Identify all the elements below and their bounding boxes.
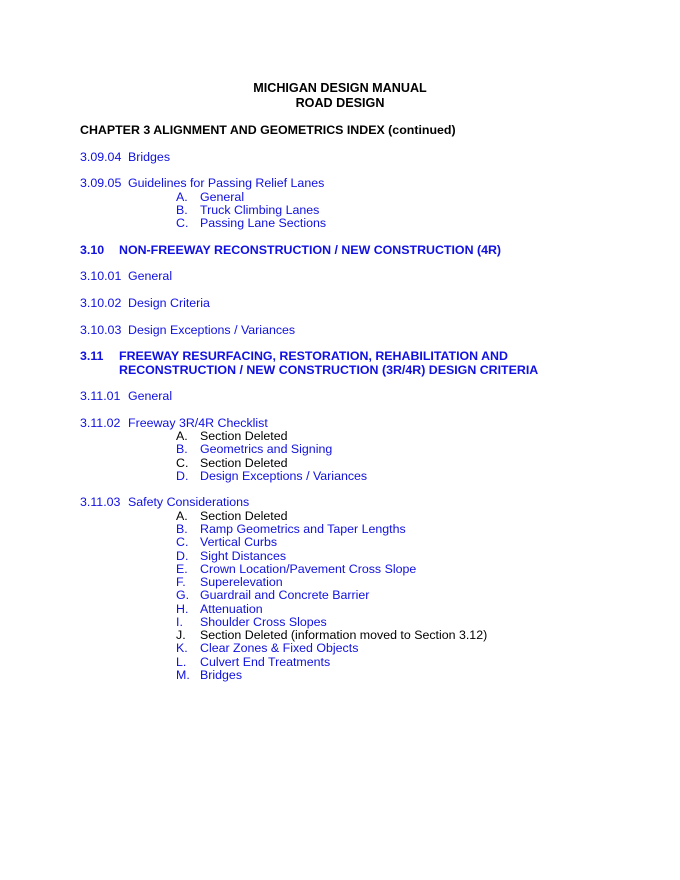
subsection-letter: B. (176, 522, 188, 536)
subsection-title: Section Deleted (200, 456, 288, 470)
toc-link-3-11-03-h[interactable] (176, 602, 263, 616)
subsection-letter: A. (176, 190, 188, 204)
section-title: General (128, 389, 173, 403)
toc-link-3-10-02[interactable] (80, 296, 210, 310)
toc-link-3-11-02-d[interactable] (176, 469, 367, 483)
toc-link-3-09-05[interactable] (80, 176, 324, 190)
subsection-title: Guardrail and Concrete Barrier (200, 588, 370, 602)
subsection-title: Bridges (200, 668, 243, 682)
subsection-letter: C. (176, 216, 189, 230)
section-number: 3.10 (80, 243, 105, 257)
toc-link-3-11-continued[interactable] (119, 363, 538, 377)
toc-item-3-11-03-j (176, 628, 487, 642)
section-number: 3.11 (80, 349, 104, 363)
subsection-title: Section Deleted (information moved to Section 3.12) (200, 628, 488, 642)
toc-link-3-11-02-b[interactable] (176, 442, 332, 456)
section-number: 3.09.05 (80, 176, 122, 190)
subsection-letter: A. (176, 509, 188, 523)
section-number: 3.11.01 (80, 389, 121, 403)
subsection-title: Superelevation (200, 575, 283, 589)
subsection-title: Sight Distances (200, 549, 287, 563)
section-number: 3.11.02 (80, 416, 121, 430)
subsection-letter: C. (176, 535, 189, 549)
section-title: Safety Considerations (128, 495, 250, 509)
toc-link-3-10-03[interactable] (80, 323, 295, 337)
toc-link-3-11-02[interactable] (80, 416, 268, 430)
toc-link-3-09-05-c[interactable] (176, 216, 326, 230)
subsection-title: Vertical Curbs (200, 535, 278, 549)
subsection-letter: D. (176, 549, 189, 563)
toc-link-3-10[interactable] (80, 243, 501, 257)
subsection-letter: L. (176, 655, 187, 669)
section-title: Bridges (128, 150, 171, 164)
subsection-title: Design Exceptions / Variances (200, 469, 368, 483)
toc-link-3-10-01[interactable] (80, 269, 172, 283)
subsection-letter: I. (176, 615, 183, 629)
manual-title: MICHIGAN DESIGN MANUAL (253, 81, 427, 95)
subsection-title: Truck Climbing Lanes (200, 203, 320, 217)
toc-link-3-11-03-i[interactable] (176, 615, 327, 629)
subsection-letter: K. (176, 641, 188, 655)
section-title: General (128, 269, 173, 283)
section-number: 3.11.03 (80, 495, 121, 509)
section-title: Freeway 3R/4R Checklist (128, 416, 268, 430)
toc-link-3-11-03-g[interactable] (176, 588, 369, 602)
toc-link-3-11-03-m[interactable] (176, 668, 242, 682)
subsection-title: Geometrics and Signing (200, 442, 333, 456)
toc-link-3-11-03-l[interactable] (176, 655, 330, 669)
subsection-letter: A. (176, 429, 188, 443)
section-title: Design Exceptions / Variances (128, 323, 296, 337)
toc-item-3-11-02-a (176, 429, 287, 443)
subsection-title: Shoulder Cross Slopes (200, 615, 327, 629)
toc-link-3-11-03-b[interactable] (176, 522, 406, 536)
chapter-heading: CHAPTER 3 ALIGNMENT AND GEOMETRICS INDEX (continued) (80, 123, 456, 137)
toc-link-3-09-05-b[interactable] (176, 203, 319, 217)
section-number: 3.10.03 (80, 323, 122, 337)
subsection-letter: G. (176, 588, 190, 602)
section-number: 3.10.02 (80, 296, 122, 310)
subsection-title: Clear Zones & Fixed Objects (200, 641, 359, 655)
toc-item-3-11-03-a (176, 509, 287, 523)
subsection-letter: J. (176, 628, 186, 642)
toc-link-3-11-03-c[interactable] (176, 535, 277, 549)
subsection-letter: H. (176, 602, 189, 616)
subsection-letter: E. (176, 562, 188, 576)
subsection-letter: F. (176, 575, 186, 589)
section-title-line2: RECONSTRUCTION / NEW CONSTRUCTION (3R/4R) DESIGN CRITERIA (119, 363, 539, 377)
toc-link-3-11-01[interactable] (80, 389, 172, 403)
toc-link-3-11-03-e[interactable] (176, 562, 416, 576)
subsection-letter: M. (176, 668, 190, 682)
manual-subtitle: ROAD DESIGN (295, 96, 385, 110)
toc-link-3-11-03-f[interactable] (176, 575, 283, 589)
toc-link-3-11-03-d[interactable] (176, 549, 286, 563)
toc-item-3-11-02-c (176, 456, 287, 470)
subsection-title: Crown Location/Pavement Cross Slope (200, 562, 417, 576)
toc-link-3-09-04[interactable] (80, 150, 170, 164)
subsection-letter: B. (176, 442, 188, 456)
section-number: 3.09.04 (80, 150, 122, 164)
subsection-letter: C. (176, 456, 189, 470)
subsection-title: Section Deleted (200, 429, 288, 443)
section-title: Design Criteria (128, 296, 210, 310)
subsection-letter: D. (176, 469, 189, 483)
subsection-title: Ramp Geometrics and Taper Lengths (200, 522, 406, 536)
toc-link-3-11[interactable] (80, 349, 508, 363)
subsection-title: Passing Lane Sections (200, 216, 327, 230)
subsection-title: Attenuation (200, 602, 263, 616)
toc-link-3-09-05-a[interactable] (176, 190, 244, 204)
section-title: NON-FREEWAY RECONSTRUCTION / NEW CONSTRUCTION (4R) (119, 243, 502, 257)
toc-link-3-11-03[interactable] (80, 495, 249, 509)
subsection-title: Section Deleted (200, 509, 288, 523)
section-title-line1: FREEWAY RESURFACING, RESTORATION, REHABILITATION AND (119, 349, 508, 363)
toc-link-3-11-03-k[interactable] (176, 641, 358, 655)
subsection-title: General (200, 190, 245, 204)
section-title: Guidelines for Passing Relief Lanes (128, 176, 325, 190)
subsection-title: Culvert End Treatments (200, 655, 331, 669)
subsection-letter: B. (176, 203, 188, 217)
section-number: 3.10.01 (80, 269, 122, 283)
